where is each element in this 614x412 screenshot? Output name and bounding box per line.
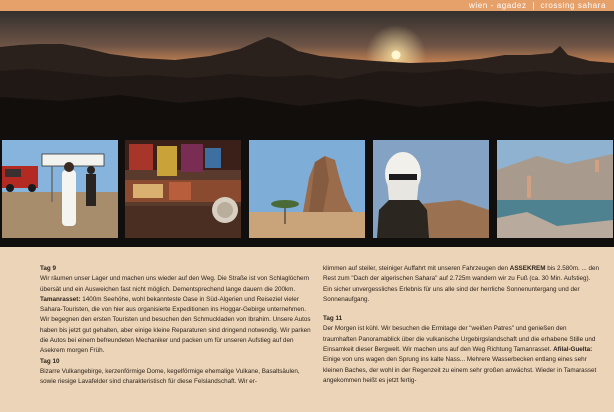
day10-heading: Tag 10	[40, 357, 60, 365]
day10-continued	[323, 264, 600, 305]
hero-sunset-photo	[0, 11, 614, 135]
afilal-guelta-label: Afilal-Guelta:	[553, 346, 593, 354]
day10-cont-b: bis 2.580m. ... den Rest zum "Dach der algerischen Sahara" auf 2.725m wandern wir zu Fuß (ca. 30 Min. Aufstieg). Ein sicher unvergessliches Erlebnis für uns alle sind der herrliche Sonnenuntergang und der Sonnenaufgang.	[323, 265, 600, 303]
assekrem-label: ASSEKREM	[509, 265, 546, 272]
day11-b: Einige von uns wagen den Sprung ins kalte Nass... Mehrere Wasserbecken entlang eines sehr kleinen Baches, der wohl in der Regenzeit zu einem sehr großen anwächst. Wieder in Tamarasset angekommen heißt es jetzt fertig-	[323, 356, 597, 384]
day9-intro: Wir räumen unser Lager und machen uns wieder auf den Weg. Die Straße ist von Schlaglöchern übersät und ein Ausweichen fast nicht möglich. Dementsprechend lange dauern die 200km.	[40, 275, 310, 293]
photo-tamanrasset-sign	[2, 140, 118, 238]
tamanrasset-label: Tamanrasset:	[40, 295, 81, 303]
photo-strip	[0, 135, 614, 247]
day9-rest: 1400m Seehöhe, wohl bekannteste Oase in Süd-Algerien und Reiseziel vieler Sahara-Touristen, die von hier aus organisierte Expeditionen ins Hoggar-Gebirge unternehmen. Wir begegnen den ersten Touristen und besuchen den Schmuckladen von Ibrahim. Unsere Autos haben bis jetzt gut gehalten, aber einige kleine Reparaturen sind dringend notwendig. Wir parken die Autos bei einem befreundeten Mechaniker und packen um für unseren Aufstieg auf den Asekrem morgen Früh.	[40, 295, 311, 355]
photo-rock-spire	[249, 140, 365, 238]
day9-heading: Tag 9	[40, 265, 56, 272]
day11-a: Der Morgen ist kühl. Wir besuchen die Ermitage der "weißen Patres" und genießen den traumhaften Panoramablick über die vulkanische Urgebirgslandschaft und die erhabene Stille und Einsamkeit dieser Bergwelt. Wir machen uns auf den Weg Richtung Tamanrasset.	[323, 325, 596, 354]
day10-paragraph: Bizarre Vulkangebirge, kerzenförmige Dome, kegelförmige ehemalige Vulkane, Basaltsäulen, sowie riesige Lavafelder sind charakteristisch für diese Felslandschaft. Wir er-	[40, 367, 300, 386]
photo-guelta-pool	[497, 140, 613, 238]
photo-market-stall	[125, 140, 241, 238]
text-column-right	[323, 264, 600, 386]
day10-cont-a: klimmen auf steiler, steiniger Auffahrt mit unseren Fahrzeugen den	[323, 265, 510, 272]
text-column-left	[40, 264, 317, 388]
photo-turban-man	[373, 140, 489, 238]
spacer	[323, 305, 600, 314]
day9-paragraph	[40, 274, 317, 356]
header-title: wien - agadez | crossing sahara	[468, 1, 606, 10]
day11-paragraph	[323, 324, 600, 386]
day11-heading: Tag 11	[323, 315, 343, 323]
